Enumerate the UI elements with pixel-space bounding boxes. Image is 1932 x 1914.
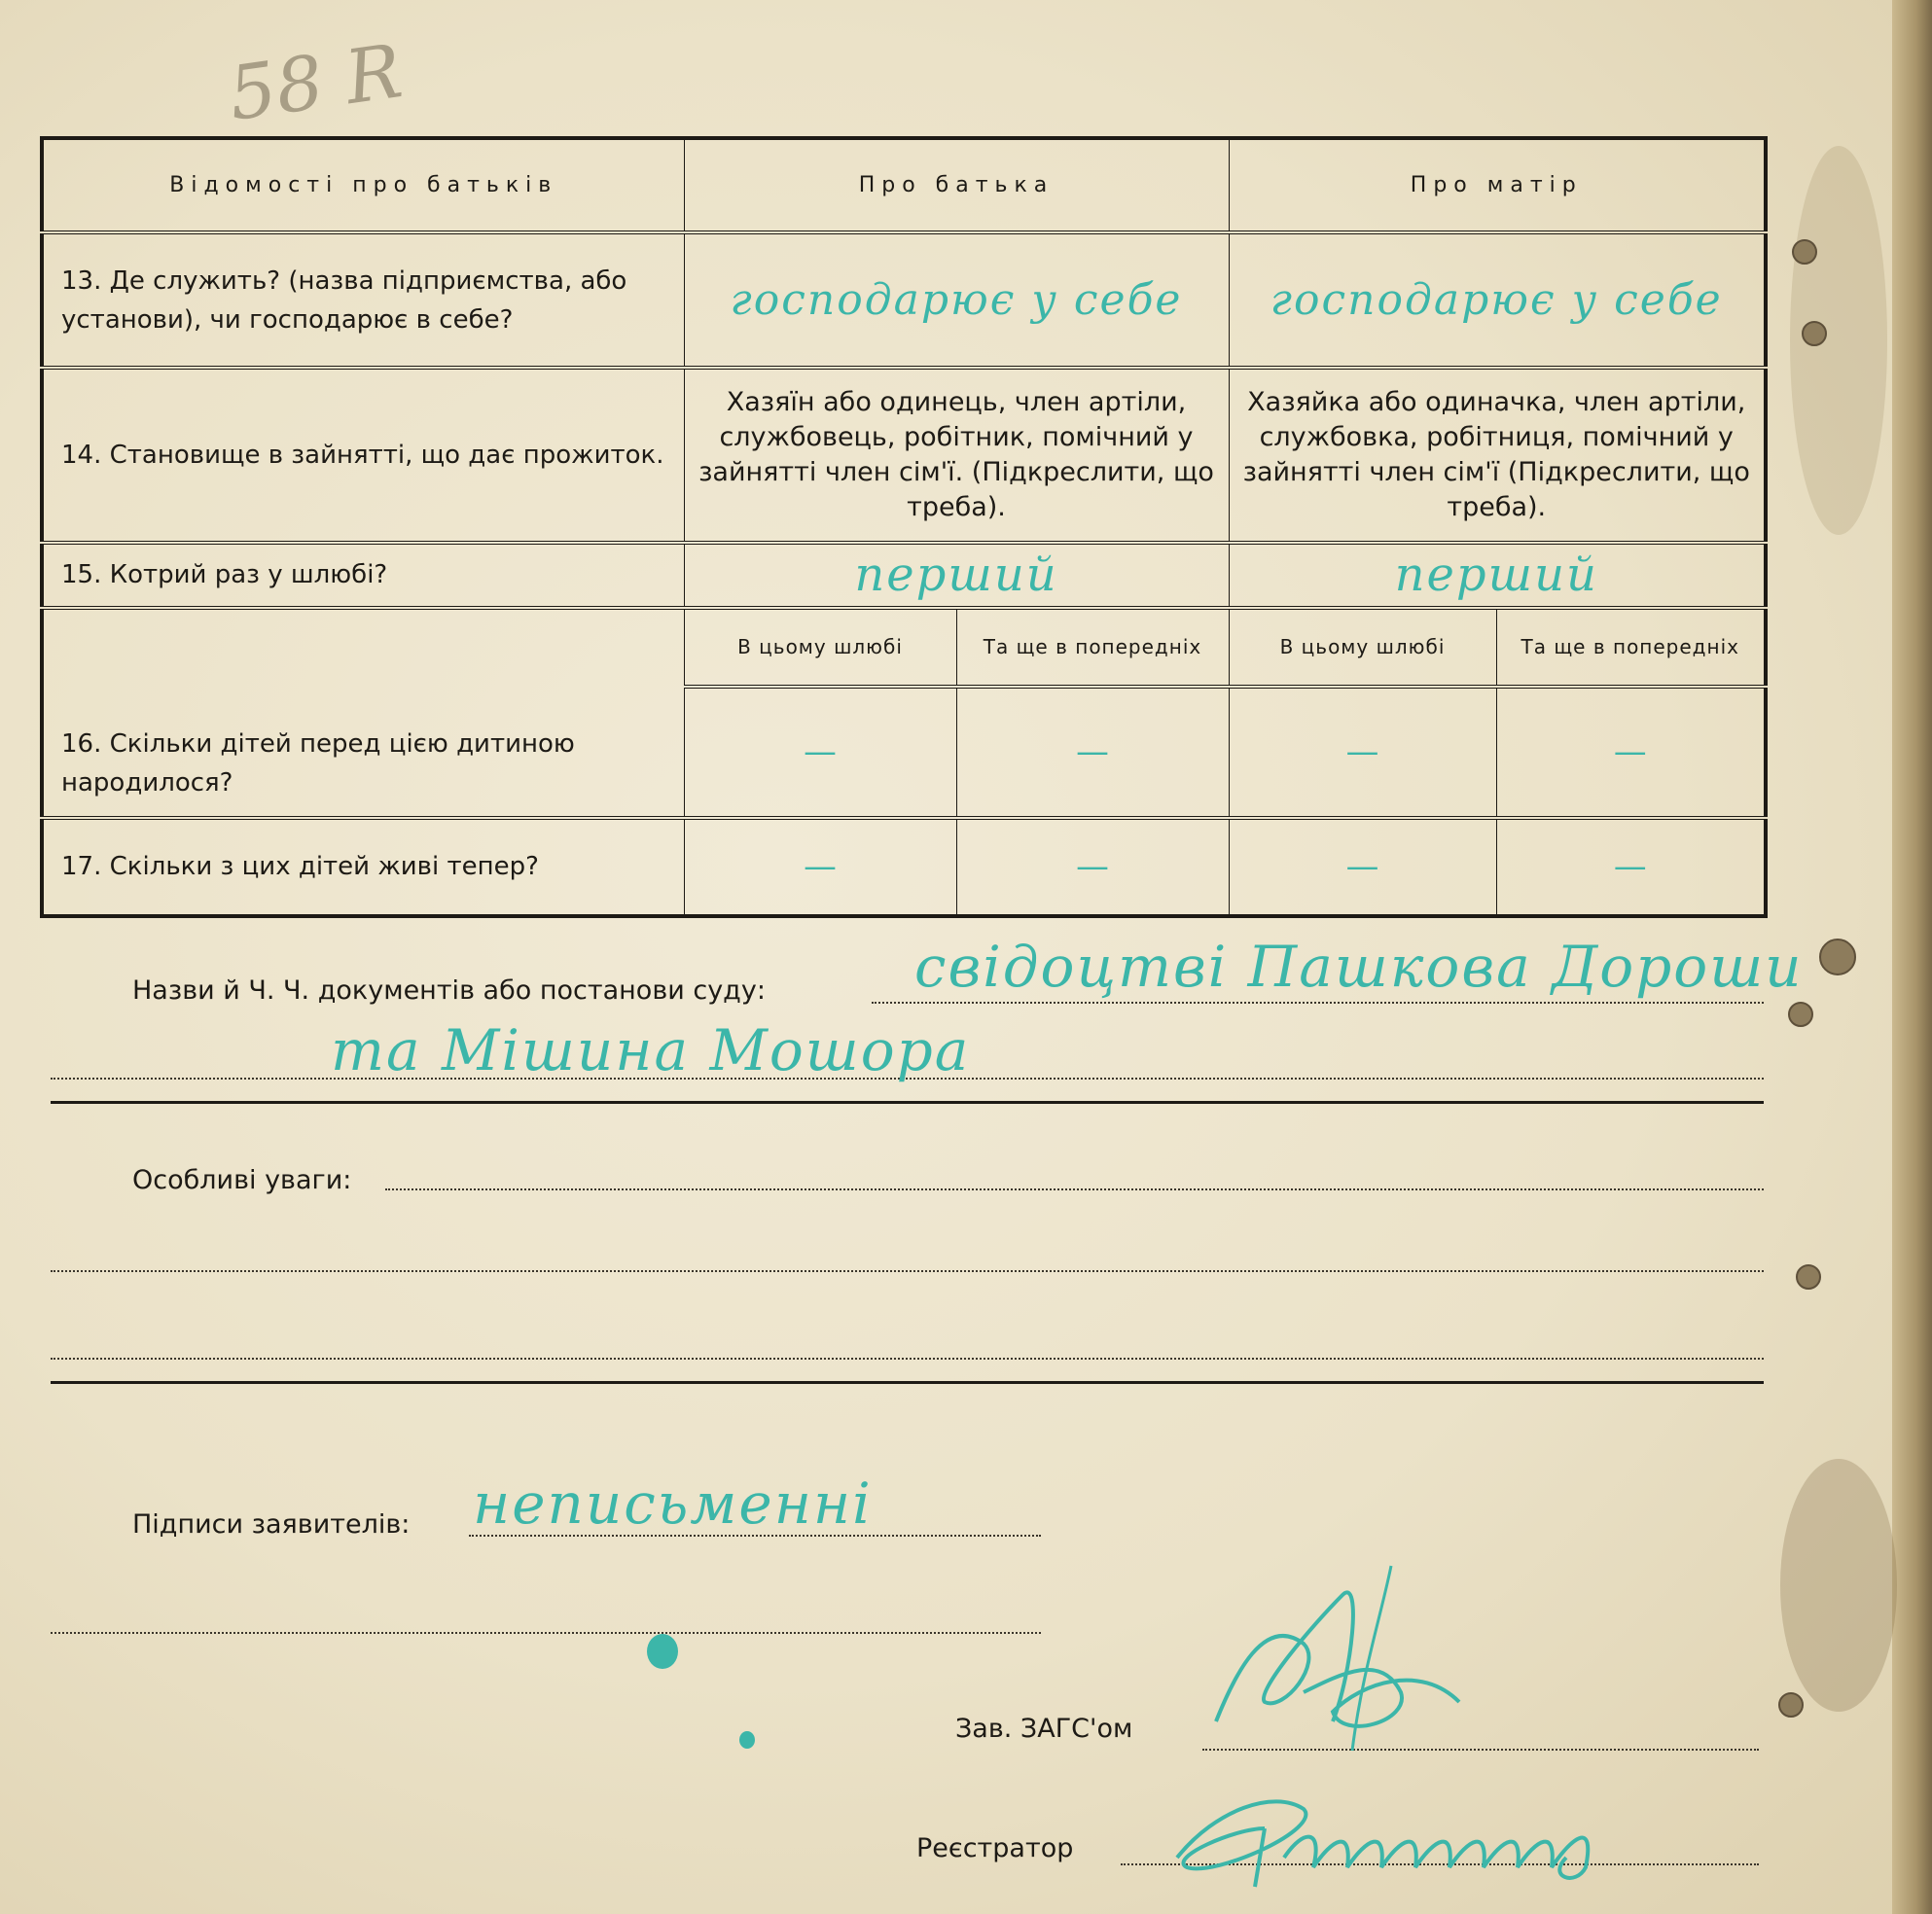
q16-father-this[interactable]: —: [684, 687, 956, 818]
remarks-line-3[interactable]: [51, 1358, 1764, 1360]
documents-label: Назви й Ч. Ч. документів або постанови суду:: [132, 975, 766, 1006]
q15-father-cell[interactable]: [684, 543, 1229, 608]
head-of-registry-label: Зав. ЗАГС'ом: [955, 1714, 1133, 1744]
header-info: Відомості про батьків: [42, 138, 684, 232]
binding-hole: [1778, 1692, 1804, 1718]
sub-father-this: В цьому шлюбі: [684, 608, 956, 687]
remarks-line-1[interactable]: [385, 1188, 1764, 1190]
q15-label: 15. Котрий раз у шлюбі?: [42, 543, 684, 608]
q13-father-value: господарює у себе: [730, 275, 1183, 326]
binding-hole: [1802, 321, 1827, 346]
documents-value-1: свідоцтві Пашкова Дороши: [914, 934, 1804, 1000]
q17-label: 17. Скільки з цих дітей живі тепер?: [42, 818, 684, 916]
q17-father-this[interactable]: —: [684, 818, 956, 916]
sub-mother-this: В цьому шлюбі: [1229, 608, 1496, 687]
q13-father-cell[interactable]: [684, 232, 1229, 368]
section-divider: [51, 1101, 1764, 1104]
q16-father-previous[interactable]: —: [956, 687, 1229, 818]
q15-father-value: перший: [854, 548, 1058, 603]
binding-hole: [1819, 939, 1856, 975]
q16-mother-this[interactable]: —: [1229, 687, 1496, 818]
sub-father-previous: Та ще в попередніх: [956, 608, 1229, 687]
header-mother: Про матір: [1229, 138, 1766, 232]
q16-label: 16. Скільки дітей перед цією дитиною народилося?: [42, 608, 684, 818]
q17-mother-this[interactable]: —: [1229, 818, 1496, 916]
ink-blot: [739, 1731, 755, 1749]
stain: [1780, 1459, 1897, 1712]
q14-father-options[interactable]: Хазяїн або одинець, член артіли, службовець, робітник, помічний у зайнятті член сім'ї. (Підкреслити, що треба).: [684, 368, 1229, 543]
header-father: Про батька: [684, 138, 1229, 232]
page-edge: [1892, 0, 1932, 1914]
applicants-signature-label: Підписи заявителів:: [132, 1509, 411, 1540]
section-divider: [51, 1381, 1764, 1384]
head-signature: [1197, 1556, 1488, 1770]
remarks-label: Особливі уваги:: [132, 1165, 352, 1195]
q16-mother-previous[interactable]: —: [1496, 687, 1766, 818]
q14-mother-options[interactable]: Хазяйка або одиначка, член артіли, службовка, робітниця, помічний у зайнятті член сім'ї (Підкреслити, що треба).: [1229, 368, 1766, 543]
q15-mother-value: перший: [1394, 548, 1598, 603]
parents-info-table: [40, 136, 1768, 918]
q13-mother-value: господарює у себе: [1270, 275, 1723, 326]
binding-hole: [1788, 1002, 1813, 1027]
q14-label: 14. Становище в зайнятті, що дає прожиток.: [42, 368, 684, 543]
registrar-label: Реєстратор: [916, 1833, 1074, 1863]
q15-mother-cell[interactable]: [1229, 543, 1766, 608]
remarks-line-2[interactable]: [51, 1270, 1764, 1272]
binding-hole: [1792, 239, 1817, 265]
q13-label: 13. Де служить? (назва підприємства, або установи), чи господарює в себе?: [42, 232, 684, 368]
q13-mother-cell[interactable]: [1229, 232, 1766, 368]
applicants-signature-value: неписьменні: [473, 1471, 873, 1537]
ink-blot: [647, 1634, 678, 1669]
applicants-signature-line-2[interactable]: [51, 1632, 1041, 1634]
q17-mother-previous[interactable]: —: [1496, 818, 1766, 916]
q17-father-previous[interactable]: —: [956, 818, 1229, 916]
documents-line-1[interactable]: [872, 1002, 1764, 1004]
archive-mark: 58 R: [223, 27, 408, 137]
sub-mother-previous: Та ще в попередніх: [1496, 608, 1766, 687]
registrar-signature: [1158, 1770, 1625, 1906]
binding-hole: [1796, 1264, 1821, 1290]
documents-value-2: та Мішина Мошора: [331, 1017, 971, 1083]
